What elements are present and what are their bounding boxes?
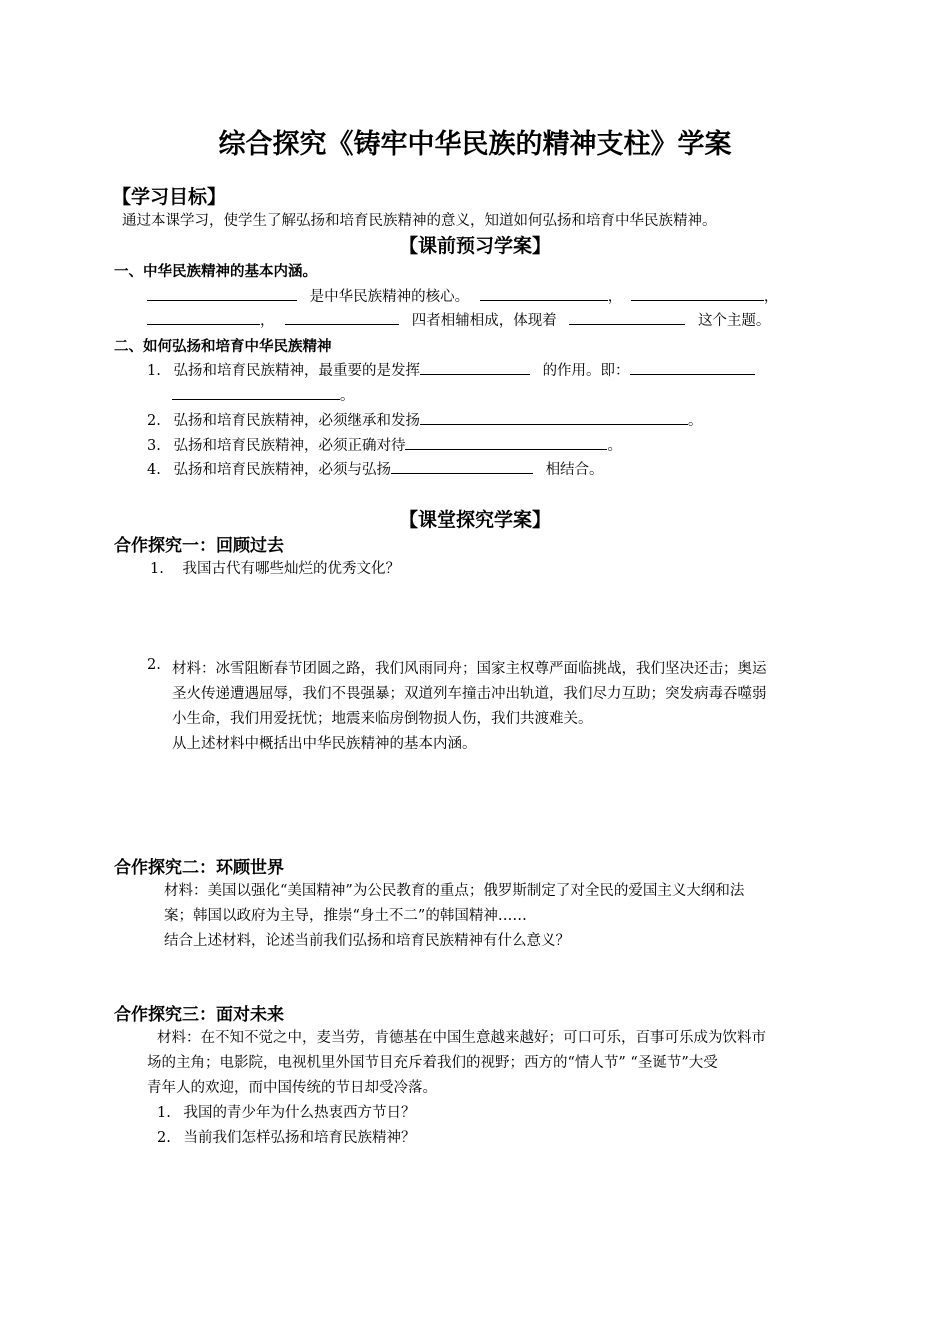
fill-blank[interactable] [405,434,607,450]
part3-line: 材料：在不知不觉之中，麦当劳，肯德基在中国生意越来越好；可口可乐，百事可乐成为饮料市 [157,1030,766,1046]
section2-title: 二、如何弘扬和培育中华民族精神 [114,339,332,355]
part2-title: 合作探究二：环顾世界 [114,858,284,878]
section2-item1: 1. 弘扬和培育民族精神，最重要的是发挥 的作用。即： [147,359,755,380]
classroom-heading: 【课堂探究学案】 [398,509,551,531]
part1-title: 合作探究一：回顾过去 [114,536,284,556]
fill-blank[interactable] [420,359,530,375]
objectives-text: 通过本课学习，使学生了解弘扬和培育民族精神的意义，知道如何弘扬和培育中华民族精神。 [122,213,717,229]
part3-line: 场的主角；电影院，电视机里外国节目充斥着我们的视野；西方的“情人节” “圣诞节”大受 [147,1055,718,1071]
part2-line: 案；韩国以政府为主导，推崇“身土不二”的韩国精神…… [164,908,527,924]
part2-line: 材料：美国以强化“美国精神”为公民教育的重点；俄罗斯制定了对全民的爱国主义大纲和法 [164,883,745,899]
part2-prompt: 结合上述材料，论述当前我们弘扬和培育民族精神有什么意义？ [164,933,570,949]
preview-heading: 【课前预习学案】 [398,235,551,257]
part1-q2-line: 材料：冰雪阻断春节团圆之路，我们风雨同舟；国家主权尊严面临挑战，我们坚决还击；奥运 [172,661,767,677]
section1-line1: 是中华民族精神的核心。 ， ， [147,285,778,306]
fill-blank[interactable] [631,285,764,301]
fill-blank[interactable] [420,409,688,425]
fill-blank[interactable] [480,285,608,301]
part1-q2-number: 2. [147,657,161,673]
part3-title: 合作探究三：面对未来 [114,1005,284,1025]
fill-blank[interactable] [630,359,755,375]
part1-q2-line: 圣火传递遭遇屈辱，我们不畏强暴；双道列车撞击冲出轨道，我们尽力互助；突发病毒吞噬弱 [172,686,767,702]
fill-blank[interactable] [285,309,399,325]
section2-item4: 4. 弘扬和培育民族精神，必须与弘扬 相结合。 [147,458,604,479]
section2-item1-cont: 。 [172,384,355,405]
section2-item2: 2. 弘扬和培育民族精神，必须继承和发扬 。 [147,409,702,430]
fill-blank[interactable] [569,309,685,325]
section1-title: 一、中华民族精神的基本内涵。 [114,264,317,280]
part3-question2: 2. 当前我们怎样弘扬和培育民族精神？ [157,1130,416,1146]
part1-question1: 1. 我国古代有哪些灿烂的优秀文化？ [150,561,400,577]
fill-blank[interactable] [391,458,533,474]
section2-item3: 3. 弘扬和培育民族精神，必须正确对待 。 [147,434,622,455]
section1-line2: ， 四者相辅相成，体现着 这个主题。 [147,309,770,330]
part3-line: 青年人的欢迎，而中国传统的节日却受冷落。 [147,1080,437,1096]
fill-blank[interactable] [147,285,297,301]
fill-blank[interactable] [147,309,260,325]
objectives-heading: 【学习目标】 [112,186,227,208]
part1-q2-prompt: 从上述材料中概括出中华民族精神的基本内涵。 [172,736,477,752]
page-title: 综合探究《铸牢中华民族的精神支柱》学案 [218,129,732,160]
part1-q2-line: 小生命，我们用爱抚忧；地震来临房倒物损人伤，我们共渡难关。 [172,711,593,727]
fill-blank[interactable] [172,384,340,400]
part3-question1: 1. 我国的青少年为什么热衷西方节日？ [157,1105,416,1121]
